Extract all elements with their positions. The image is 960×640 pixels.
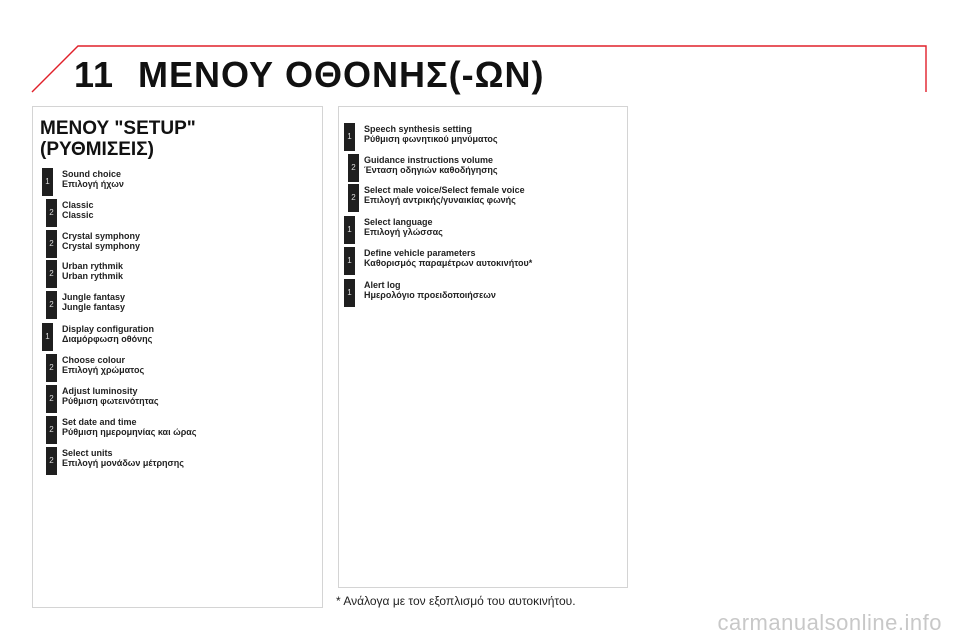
menu-item-text xyxy=(364,248,532,268)
menu-item-text xyxy=(62,386,159,406)
menu-item-en: Define vehicle parameters xyxy=(364,248,476,258)
footnote: * Ανάλογα με τον εξοπλισμό του αυτοκινήτου. xyxy=(336,594,576,608)
menu-item-text xyxy=(364,124,498,144)
menu-item-text xyxy=(364,155,498,175)
menu-item-text xyxy=(62,231,140,251)
level-badge: 2 xyxy=(348,154,359,182)
level-badge: 2 xyxy=(46,354,57,382)
menu-item-en: Adjust luminosity xyxy=(62,386,138,396)
menu-item-text xyxy=(62,200,94,220)
menu-item-gr: Crystal symphony xyxy=(62,241,141,251)
menu-item-text xyxy=(364,217,443,237)
menu-item-text xyxy=(364,280,496,300)
menu-item-gr: Επιλογή χρώματος xyxy=(62,365,145,375)
menu-item-text xyxy=(62,324,154,344)
menu-item-en: Classic xyxy=(62,200,94,210)
menu-item-gr: Καθορισμός παραμέτρων αυτοκινήτου* xyxy=(364,258,533,268)
menu-item-gr: Διαμόρφωση οθόνης xyxy=(62,334,153,344)
chapter-number: 11 xyxy=(74,54,115,95)
level-badge: 1 xyxy=(344,216,355,244)
menu-item-en: Guidance instructions volume xyxy=(364,155,494,165)
level-badge: 2 xyxy=(46,416,57,444)
watermark: carmanualsonline.info xyxy=(717,610,942,635)
menu-item-gr: Ρύθμιση ημερομηνίας και ώρας xyxy=(62,427,197,437)
section-title-line2: (ΡΥΘΜΙΣΕΙΣ) xyxy=(40,139,154,160)
level-badge: 1 xyxy=(42,323,53,351)
section-title xyxy=(40,118,310,160)
menu-item-gr: Jungle fantasy xyxy=(62,302,126,312)
menu-item-en: Crystal symphony xyxy=(62,231,141,241)
level-badge: 2 xyxy=(46,385,57,413)
right-panel xyxy=(338,106,628,588)
level-badge: 1 xyxy=(344,279,355,307)
menu-item-en: Display configuration xyxy=(62,324,155,334)
menu-item-en: Speech synthesis setting xyxy=(364,124,473,134)
menu-item-en: Sound choice xyxy=(62,169,122,179)
level-badge: 1 xyxy=(344,247,355,275)
level-badge: 2 xyxy=(46,291,57,319)
level-badge: 2 xyxy=(46,199,57,227)
level-badge: 2 xyxy=(348,184,359,212)
menu-item-gr: Επιλογή ήχων xyxy=(62,179,124,189)
menu-item-en: Select units xyxy=(62,448,113,458)
level-badge: 2 xyxy=(46,447,57,475)
level-badge: 2 xyxy=(46,230,57,258)
menu-item-gr: Επιλογή γλώσσας xyxy=(364,227,443,237)
menu-item-gr: Ρύθμιση φωνητικού μηνύματος xyxy=(364,134,498,144)
menu-item-text xyxy=(364,185,525,205)
menu-item-gr: Ρύθμιση φωτεινότητας xyxy=(62,396,159,406)
menu-item-text xyxy=(62,417,196,437)
menu-item-text xyxy=(62,169,124,189)
menu-item-gr: Urban rythmik xyxy=(62,271,124,281)
chapter-title: ΜΕΝΟΥ ΟΘΟΝΗΣ(-ΩΝ) xyxy=(138,54,545,95)
menu-item-gr: Ένταση οδηγιών καθοδήγησης xyxy=(364,165,498,175)
menu-item-en: Jungle fantasy xyxy=(62,292,126,302)
menu-item-gr: Επιλογή μονάδων μέτρησης xyxy=(62,458,184,468)
menu-item-text xyxy=(62,355,144,375)
menu-item-en: Select male voice/Select female voice xyxy=(364,185,525,195)
menu-item-en: Choose colour xyxy=(62,355,126,365)
menu-item-gr: Classic xyxy=(62,210,94,220)
menu-item-en: Alert log xyxy=(364,280,401,290)
level-badge: 2 xyxy=(46,260,57,288)
section-title-line1: ΜΕΝΟΥ "SETUP" xyxy=(40,118,196,139)
level-badge: 1 xyxy=(42,168,53,196)
level-badge: 1 xyxy=(344,123,355,151)
menu-item-gr: Επιλογή αντρικής/γυναικίας φωνής xyxy=(364,195,516,205)
menu-item-en: Select language xyxy=(364,217,433,227)
menu-item-gr: Ημερολόγιο προειδοποιήσεων xyxy=(364,290,496,300)
menu-item-text xyxy=(62,292,125,312)
menu-item-en: Urban rythmik xyxy=(62,261,124,271)
menu-item-text xyxy=(62,261,123,281)
menu-item-en: Set date and time xyxy=(62,417,137,427)
menu-item-text xyxy=(62,448,184,468)
